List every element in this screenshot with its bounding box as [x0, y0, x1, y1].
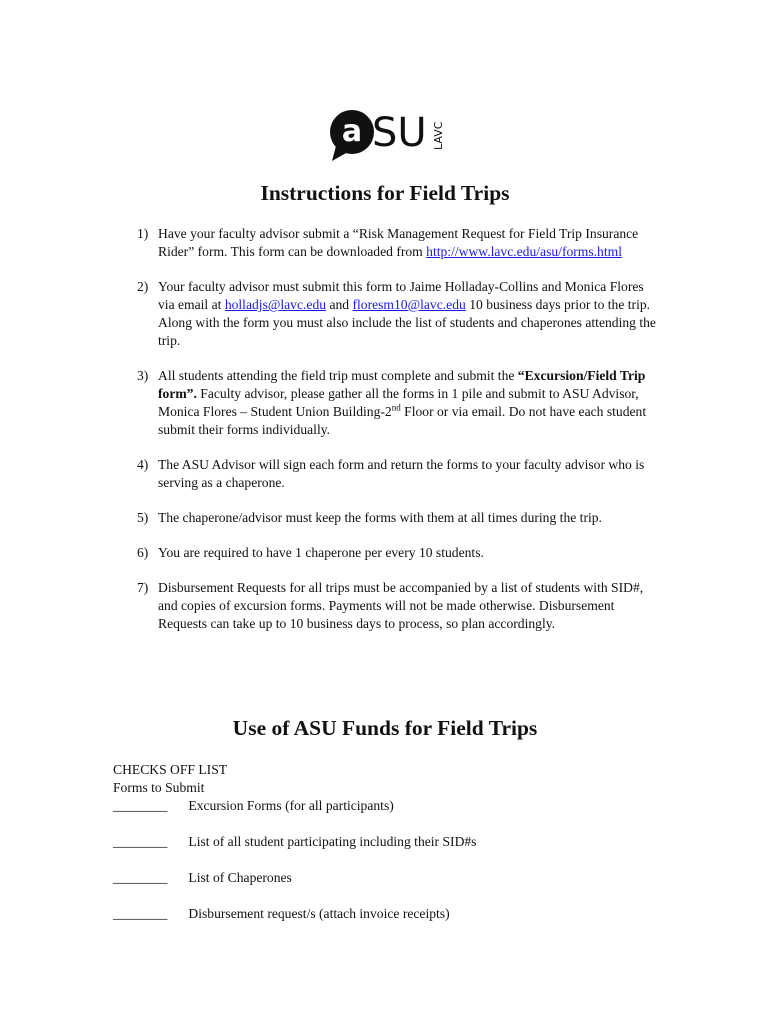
checklist-subheading: Forms to Submit	[113, 780, 205, 795]
item-text: Faculty advisor, please gather all the forms in 1 pile and submit to ASU Advisor, Monica Flores – Student Union Building-2	[158, 386, 639, 419]
list-item	[137, 456, 662, 492]
checkbox-blank[interactable]: ________	[113, 870, 168, 885]
list-item	[137, 225, 662, 261]
item-text: Have your faculty advisor submit a “Risk Management Request for Field Trip Insurance Rider” form. This form can be downloaded from	[158, 226, 639, 259]
logo-su: SU	[372, 110, 427, 156]
page-title: Instructions for Field Trips	[260, 181, 510, 205]
checklist-heading: CHECKS OFF LIST	[113, 762, 228, 777]
item-text: Floor or via email. Do not have each student submit their forms individually.	[158, 404, 647, 437]
logo-lavc: LAVC	[432, 121, 445, 150]
instruction-list	[137, 225, 662, 650]
list-item	[137, 278, 662, 350]
list-item	[137, 544, 662, 562]
checklist-item	[113, 905, 673, 923]
item-number: 7)	[137, 580, 149, 595]
item-text: The chaperone/advisor must keep the forms with them at all times during the trip.	[158, 510, 602, 525]
item-text: Your faculty advisor must submit this form to Jaime Holladay-Collins and Monica Flores via email at	[158, 279, 644, 312]
email-link-holladjs[interactable]: holladjs@lavc.edu	[224, 297, 327, 312]
checkbox-blank[interactable]: ________	[113, 834, 168, 849]
item-text: You are required to have 1 chaperone per every 10 students.	[158, 545, 484, 560]
item-text: and	[326, 297, 353, 312]
forms-link[interactable]: http://www.lavc.edu/asu/forms.html	[426, 244, 622, 259]
checkbox-blank[interactable]: ________	[113, 798, 168, 813]
item-number: 2)	[137, 279, 149, 294]
form-name-bold: “Excursion/Field Trip form”.	[158, 368, 646, 401]
checklist-item-label: Excursion Forms (for all participants)	[188, 798, 394, 813]
section-title: Use of ASU Funds for Field Trips	[232, 716, 538, 740]
list-item	[137, 579, 662, 633]
item-number: 5)	[137, 510, 149, 525]
item-text: The ASU Advisor will sign each form and return the forms to your faculty advisor who is serving as a chaperone.	[158, 457, 645, 490]
asu-lavc-logo	[328, 106, 448, 166]
ordinal-superscript: nd	[391, 402, 401, 413]
list-item	[137, 367, 662, 439]
checklist-item-label: List of all student participating including their SID#s	[188, 834, 477, 849]
item-number: 1)	[137, 226, 149, 241]
email-link-floresm10[interactable]: floresm10@lavc.edu	[352, 297, 466, 312]
checklist-item-label: List of Chaperones	[188, 870, 292, 885]
item-number: 4)	[137, 457, 149, 472]
checkbox-blank[interactable]: ________	[113, 906, 168, 921]
list-item	[137, 509, 662, 527]
logo-letter-a: a	[341, 114, 363, 149]
item-text: Disbursement Requests for all trips must be accompanied by a list of students with SID#, and copies of excursion forms. Payments will not be made otherwise. Disbursement Requests can take up to 10 business days to process, so plan accordingly.	[158, 580, 644, 631]
checklist-item	[113, 869, 673, 887]
item-number: 3)	[137, 368, 149, 383]
item-text: 10 business days prior to the trip. Along with the form you must also include the list of students and chaperones attending the trip.	[158, 297, 656, 348]
item-number: 6)	[137, 545, 149, 560]
checklist-item	[113, 833, 673, 851]
checklist	[113, 761, 673, 923]
checklist-item	[113, 797, 673, 815]
checklist-item-label: Disbursement request/s (attach invoice receipts)	[188, 906, 450, 921]
item-text: All students attending the field trip must complete and submit the	[158, 368, 518, 383]
